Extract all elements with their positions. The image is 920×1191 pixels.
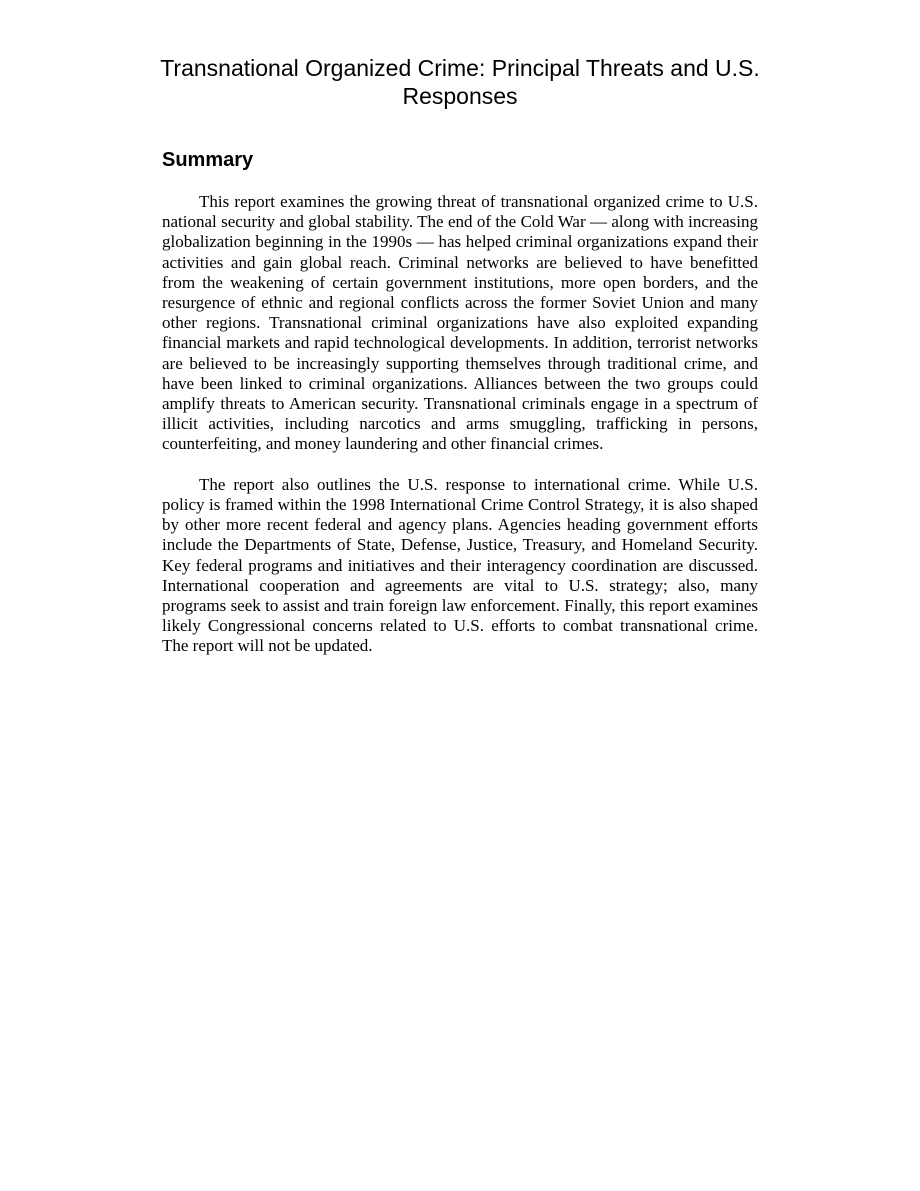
- summary-heading: Summary: [162, 149, 254, 171]
- document-title: Transnational Organized Crime: Principal Threats and U.S. Responses: [160, 55, 760, 109]
- summary-paragraph-2: The report also outlines the U.S. response to international crime. While U.S. policy is framed within the 1998 International Crime Control Strategy, it is also shaped by other more recent federal and agency plans. Agencies heading government efforts include the Departments of State, Defense, Justice, Treasury, and Homeland Security. Key federal programs and initiatives and their interagency coordination are discussed. International cooperation and agreements are vital to U.S. strategy; also, many programs seek to assist and train foreign law enforcement. Finally, this report examines likely Congressional concerns related to U.S. efforts to combat transnational crime. The report will not be updated.: [162, 474, 758, 656]
- summary-paragraph-1: This report examines the growing threat of transnational organized crime to U.S. national security and global stability. The end of the Cold War — along with increasing globalization beginning in the 1990s — has helped criminal organizations expand their activities and gain global reach. Criminal networks are believed to have benefitted from the weakening of certain government institutions, more open borders, and the resurgence of ethnic and regional conflicts across the former Soviet Union and many other regions. Transnational criminal organizations have also exploited expanding financial markets and rapid technological developments. In addition, terrorist networks are believed to be increasingly supporting themselves through traditional crime, and have been linked to criminal organizations. Alliances between the two groups could amplify threats to American security. Transnational criminals engage in a spectrum of illicit activities, including narcotics and arms smuggling, trafficking in persons, counterfeiting, and money laundering and other financial crimes.: [162, 192, 758, 454]
- summary-body: [162, 192, 758, 677]
